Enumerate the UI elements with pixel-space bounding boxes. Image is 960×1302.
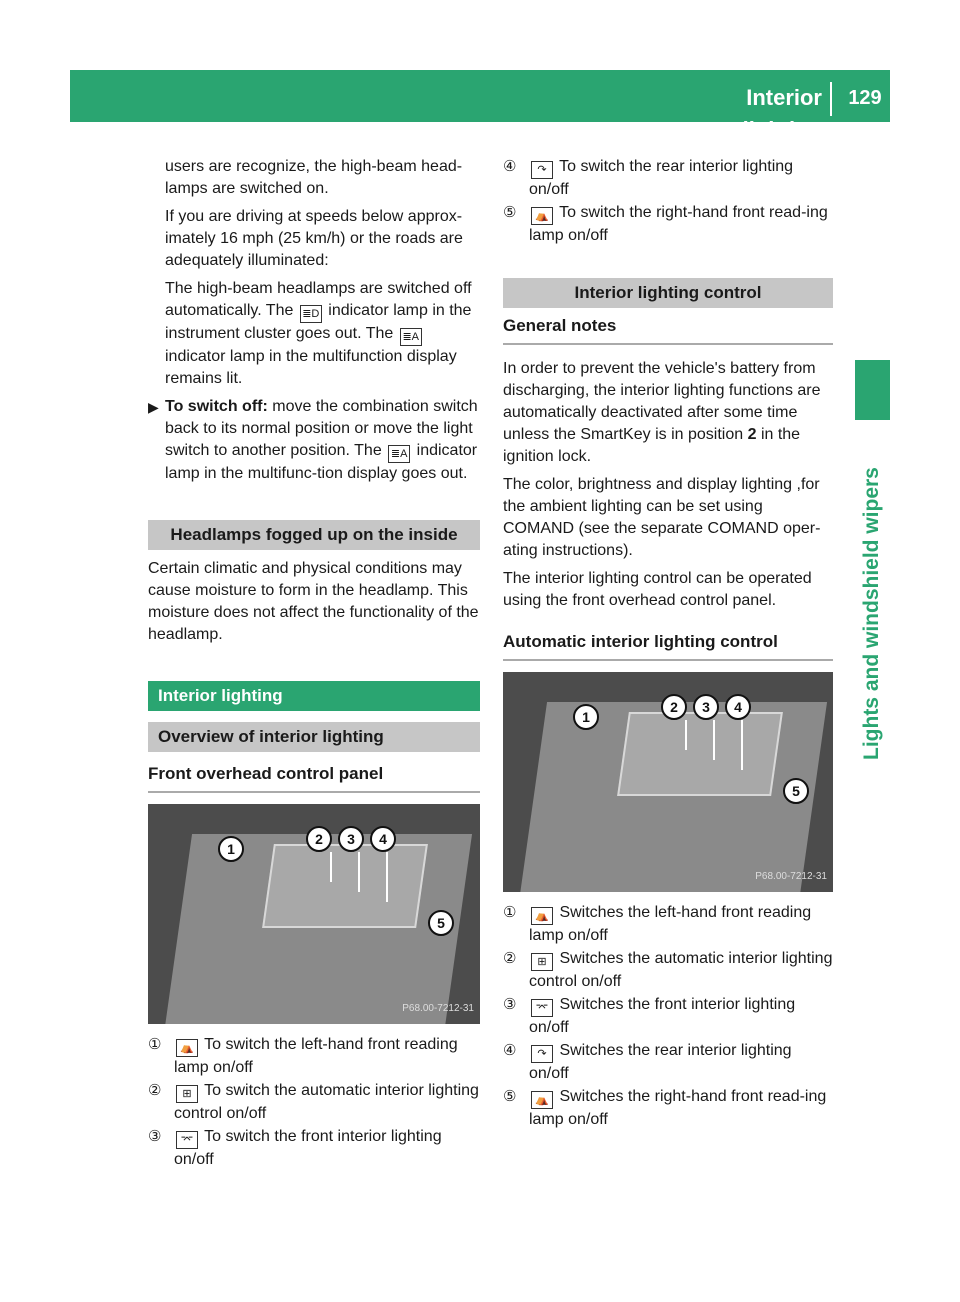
legend-number: ⑤ [503, 204, 517, 221]
text: The high-beam headlamps are switched off automatically. The [165, 280, 472, 319]
arrow-icon: ▶ [148, 399, 159, 415]
subheading: General notes [503, 313, 833, 345]
legend-item [503, 948, 833, 993]
legend-number: ③ [503, 996, 517, 1013]
callout-5: 5 [783, 778, 809, 804]
legend-text: To switch the rear interior lighting on/off [529, 158, 794, 198]
legend-item [503, 902, 833, 947]
section-heading: Overview of interior lighting [148, 722, 480, 752]
chapter-tab [855, 360, 890, 420]
paragraph: The interior lighting control can be operated using the front overhead control panel. [503, 570, 812, 609]
legend-text: To switch the front interior lighting on/off [174, 1128, 442, 1168]
legend-text: Switches the automatic interior lighting control on/off [529, 950, 833, 990]
section-heading: Interior lighting [148, 681, 480, 711]
legend-number: ③ [148, 1128, 162, 1145]
legend-text: To switch the right-hand front read-ing lamp on/off [529, 204, 828, 244]
paragraph: Certain climatic and physical conditions may cause moisture to form in the headlamp. This moisture does not affect the functionality of the headlamp. [148, 560, 479, 643]
legend-number: ⑤ [503, 1088, 517, 1105]
page-number: 129 [848, 87, 882, 109]
callout-3: 3 [338, 826, 364, 852]
lamp-button-icon: ⊞ [176, 1085, 198, 1103]
text: indicator lamp in the instrument cluster goes out. The [165, 302, 472, 342]
legend-item [503, 156, 833, 201]
callout-4: 4 [725, 694, 751, 720]
overhead-panel-photo [148, 804, 480, 1024]
overhead-panel-photo [503, 672, 833, 892]
paragraph: If you are driving at speeds below approx-imately 16 mph (25 km/h) or the roads are adequately illuminated: [165, 208, 463, 269]
legend-list [503, 156, 833, 247]
legend-item [148, 1126, 480, 1171]
callout-line [741, 720, 743, 770]
callout-line [713, 720, 715, 760]
legend-number: ② [148, 1082, 162, 1099]
lamp-button-icon: ↷ [531, 1045, 553, 1063]
lamp-button-icon: ⊞ [531, 953, 553, 971]
callout-line [358, 852, 360, 892]
callout-4: 4 [370, 826, 396, 852]
paragraph [503, 358, 833, 468]
text: indicator lamp in the multifunc-tion display goes out. [165, 442, 478, 482]
legend-text: To switch the automatic interior lighting control on/off [174, 1082, 479, 1122]
text: in the ignition lock. [503, 426, 801, 465]
legend-text: To switch the left-hand front reading lamp on/off [174, 1036, 458, 1076]
left-column [148, 156, 480, 1172]
high-beam-icon: ≣D [300, 305, 322, 323]
section-heading: Headlamps fogged up on the inside [148, 520, 480, 550]
button-strip [617, 712, 783, 796]
callout-2: 2 [661, 694, 687, 720]
button-strip [262, 844, 428, 928]
legend-item [148, 1034, 480, 1079]
image-reference: P68.00-7212-31 [402, 1003, 474, 1014]
paragraph: users are recognize, the high-beam head-lamps are switched on. [165, 158, 463, 197]
callout-1: 1 [573, 704, 599, 730]
subheading: Automatic interior lighting control [503, 629, 833, 661]
section-heading: Interior lighting control [503, 278, 833, 308]
legend-number: ② [503, 950, 517, 967]
lamp-button-icon: ↷ [531, 161, 553, 179]
image-reference: P68.00-7212-31 [755, 871, 827, 882]
callout-5: 5 [428, 910, 454, 936]
header-divider [830, 82, 832, 116]
legend-number: ④ [503, 1042, 517, 1059]
lamp-button-icon: ⌤ [176, 1131, 198, 1149]
legend-text: Switches the left-hand front reading lamp on/off [529, 904, 812, 944]
callout-1: 1 [218, 836, 244, 862]
high-beam-assist-icon: ≣A [388, 445, 410, 463]
key-position: 2 [747, 426, 757, 443]
lamp-button-icon: ⛺ [531, 907, 553, 925]
legend-item [503, 1040, 833, 1085]
callout-2: 2 [306, 826, 332, 852]
chapter-label: Lights and windshield wipers [860, 467, 883, 760]
high-beam-assist-icon: ≣A [400, 328, 422, 346]
lamp-button-icon: ⌤ [531, 999, 553, 1017]
legend-text: Switches the rear interior lighting on/off [529, 1042, 792, 1082]
lamp-button-icon: ⛺ [176, 1039, 198, 1057]
paragraph: The color, brightness and display lighting ,for the ambient lighting can be set using COMAND (see the separate COMAND oper-ating instructions). [503, 476, 821, 559]
step-text: move the combination switch back to its normal position or move the light switch to another position. [165, 398, 478, 459]
lamp-button-icon: ⛺ [531, 1091, 553, 1109]
callout-line [330, 852, 332, 882]
legend-item [503, 1086, 833, 1131]
instruction-step [148, 396, 480, 485]
legend-text: Switches the right-hand front read-ing lamp on/off [529, 1088, 827, 1128]
legend-item [503, 202, 833, 247]
subheading: Front overhead control panel [148, 761, 480, 793]
legend-item [148, 1080, 480, 1125]
legend-list [503, 902, 833, 1131]
paragraph [148, 278, 480, 390]
right-column [503, 156, 833, 1132]
callout-line [386, 852, 388, 902]
text: In order to prevent the vehicle's battery from discharging, the interior lighting functions are automatically deactivated after some time unless the SmartKey is in position [503, 360, 821, 443]
page-title: Interior lighting [742, 85, 822, 142]
legend-number: ① [148, 1036, 162, 1053]
legend-text: Switches the front interior lighting on/off [529, 996, 796, 1036]
legend-list [148, 1034, 480, 1171]
lamp-button-icon: ⛺ [531, 207, 553, 225]
text: The [354, 442, 382, 459]
step-label: To switch off: [165, 398, 268, 415]
legend-number: ① [503, 904, 517, 921]
callout-3: 3 [693, 694, 719, 720]
legend-number: ④ [503, 158, 517, 175]
text: indicator lamp in the multifunction display remains lit. [165, 348, 457, 387]
callout-line [685, 720, 687, 750]
legend-item [503, 994, 833, 1039]
